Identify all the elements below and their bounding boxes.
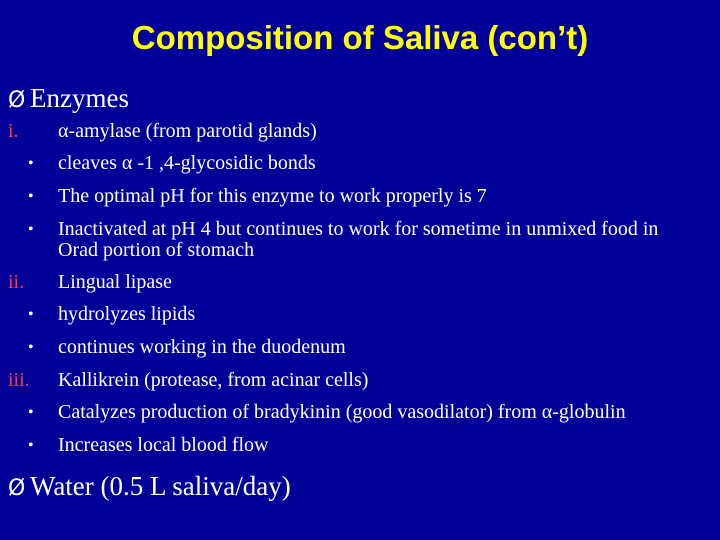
bullet-icon: •	[28, 437, 34, 454]
arrow-bullet-icon: Ø	[8, 88, 26, 113]
bullet-icon: •	[28, 221, 34, 238]
roman-numeral: iii.	[8, 369, 30, 391]
bullet-icon: •	[28, 339, 34, 356]
list-item-text: cleaves α -1 ,4-glycosidic bonds	[58, 152, 316, 174]
list-item	[8, 121, 698, 142]
list-item	[8, 435, 698, 457]
slide-content	[8, 80, 698, 507]
list-item	[8, 337, 698, 359]
arrow-bullet-icon: Ø	[8, 476, 26, 501]
bullet-icon: •	[28, 188, 34, 205]
list-item	[8, 186, 698, 208]
list-item	[8, 272, 698, 293]
list-item-text: α-amylase (from parotid glands)	[58, 120, 317, 142]
slide-title: Composition of Saliva (con’t)	[131, 19, 589, 56]
list-item-text: The optimal pH for this enzyme to work properly is 7	[58, 185, 487, 207]
bullet-icon: •	[28, 155, 34, 172]
list-item	[8, 402, 698, 424]
bullet-icon: •	[28, 306, 34, 323]
roman-numeral: i.	[8, 120, 19, 142]
list-item-text: Kallikrein (protease, from acinar cells)	[58, 369, 369, 391]
list-item	[8, 153, 698, 175]
section-heading: Water (0.5 L saliva/day)	[30, 471, 291, 501]
bullet-icon: •	[28, 404, 34, 421]
enzyme-list	[8, 121, 698, 457]
list-item	[8, 304, 698, 326]
list-item-text: hydrolyzes lipids	[58, 303, 196, 325]
section-water	[8, 468, 698, 507]
roman-numeral: ii.	[8, 271, 25, 293]
list-item-text: Increases local blood flow	[58, 434, 269, 456]
list-item-text: continues working in the duodenum	[58, 336, 346, 358]
list-item	[8, 370, 698, 391]
list-item	[8, 219, 698, 261]
section-heading: Enzymes	[30, 83, 129, 113]
list-item-text: Inactivated at pH 4 but continues to work for sometime in unmixed food in Orad portion of stomach	[58, 218, 659, 261]
list-item-text: Catalyzes production of bradykinin (good vasodilator) from α-globulin	[58, 401, 626, 423]
section-enzymes	[8, 80, 698, 119]
list-item-text: Lingual lipase	[58, 271, 172, 293]
